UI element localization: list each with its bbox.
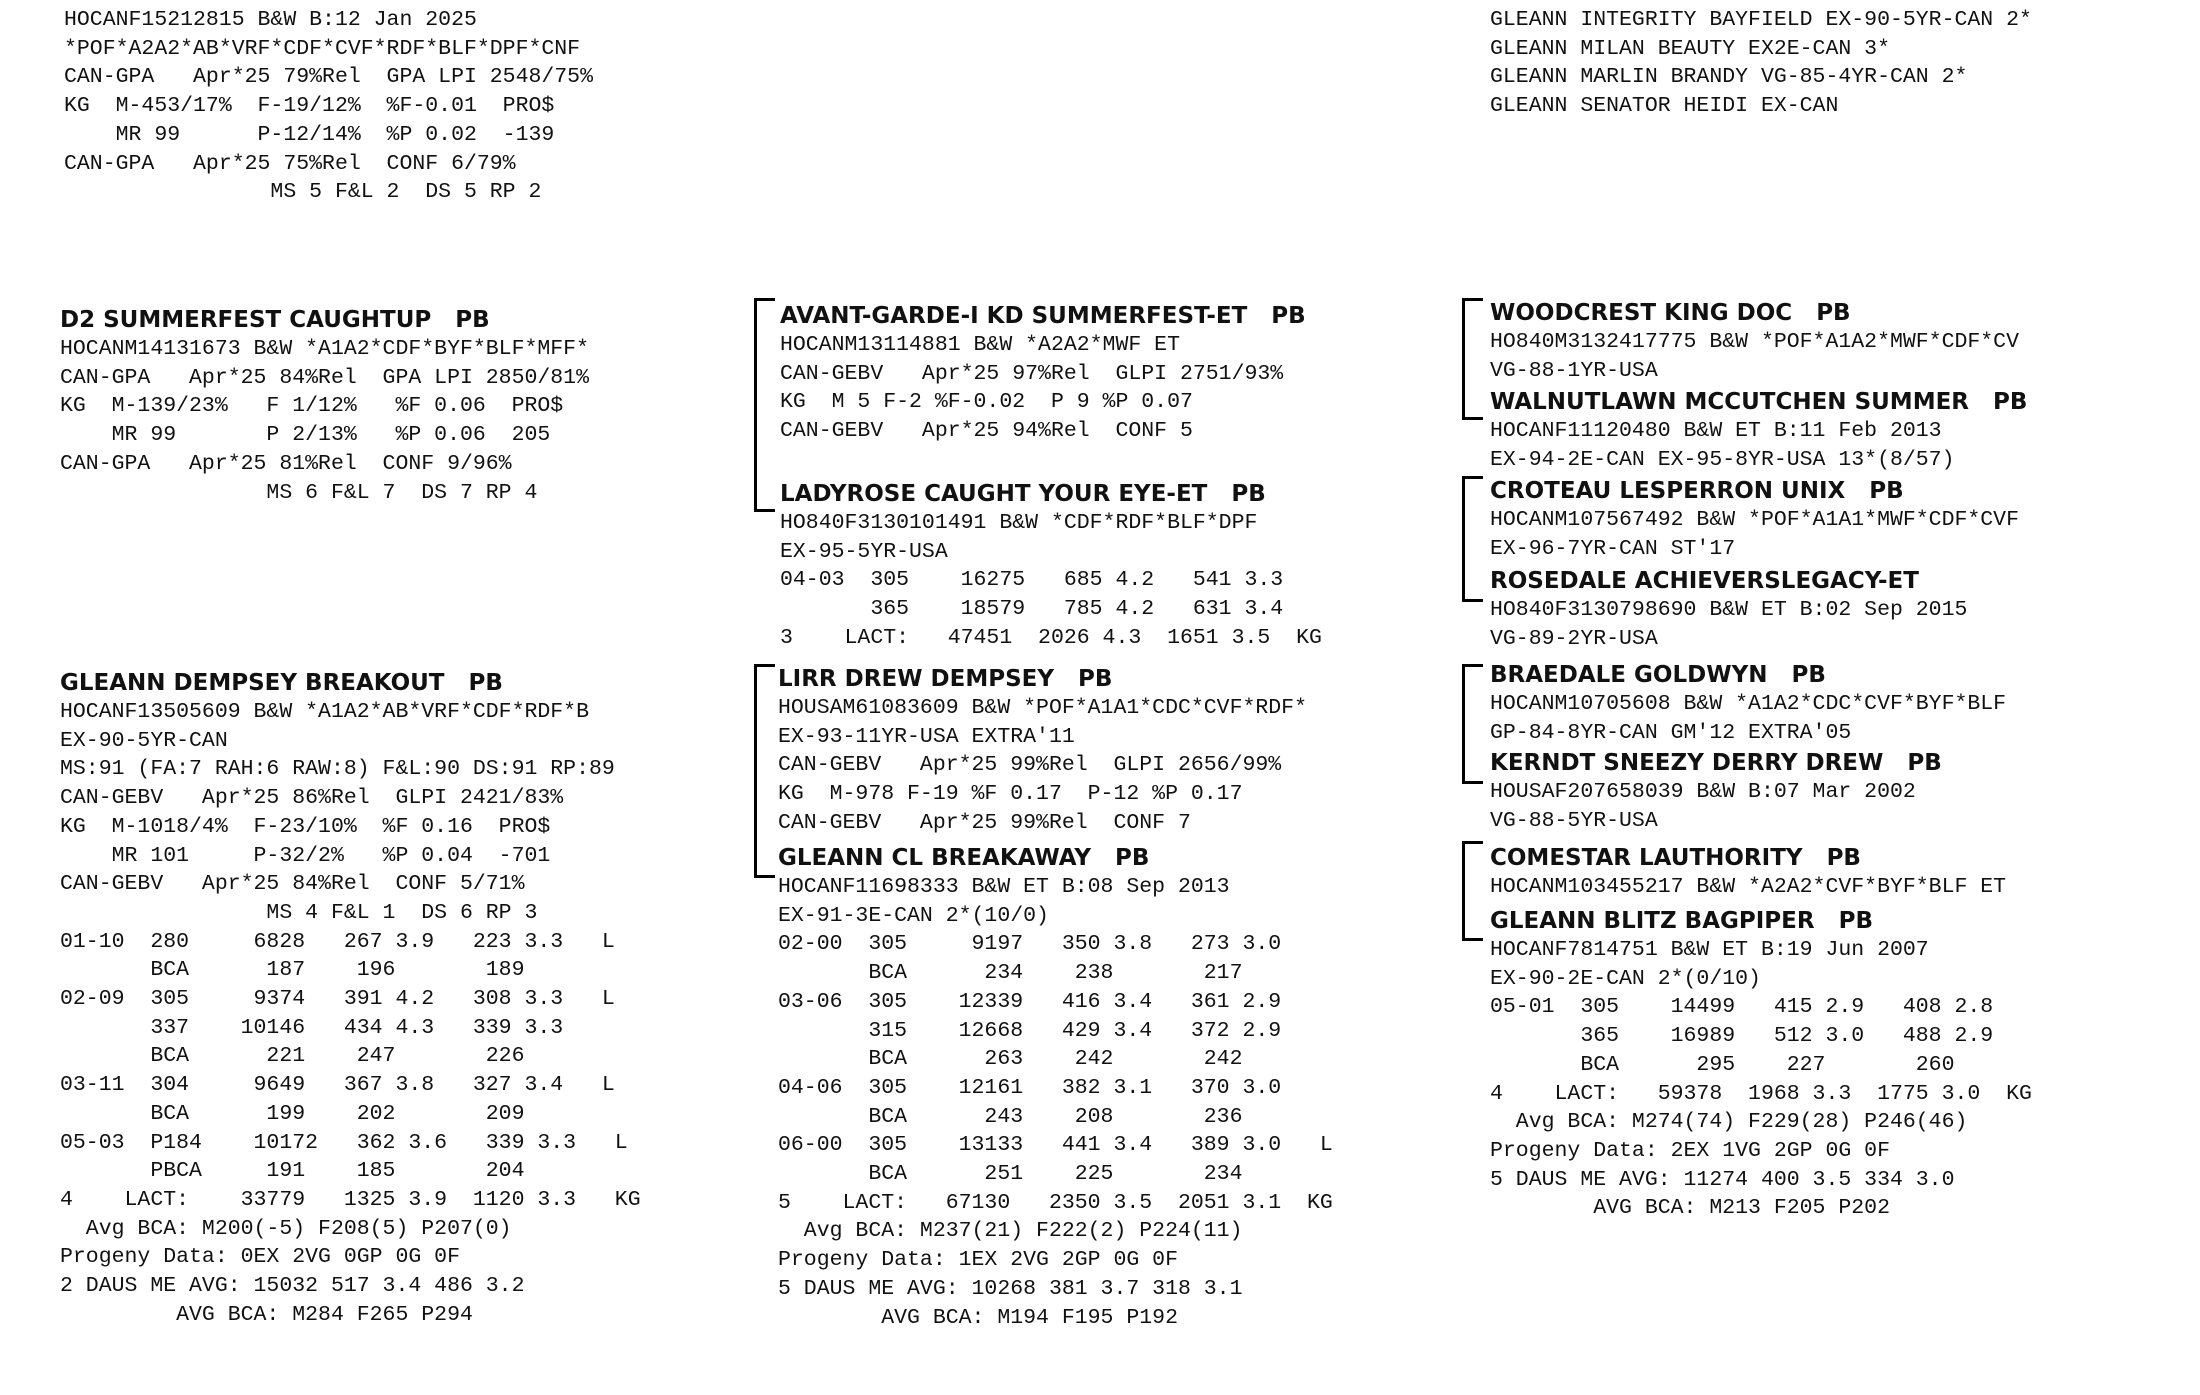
record-line: MS 6 F&L 7 DS 7 RP 4 (60, 480, 538, 505)
record-line: GLEANN MILAN BEAUTY EX2E-CAN 3* (1490, 36, 1890, 61)
record-line: HOCANF15212815 B&W B:12 Jan 2025 (64, 8, 477, 32)
record-line: BCA 243 208 236 (778, 1104, 1243, 1129)
record-line: 05-01 305 14499 415 2.9 408 2.8 (1490, 995, 1994, 1020)
animal-name: LADYROSE CAUGHT YOUR EYE-ET PB (780, 481, 1266, 507)
record-line: HO840F3130798690 B&W ET B:02 Sep 2015 (1490, 598, 1968, 622)
ss-parents-bracket (1462, 298, 1483, 420)
record-line: KG M 5 F-2 %F-0.02 P 9 %P 0.07 (780, 390, 1193, 415)
record-line: BCA 187 196 189 (60, 958, 525, 983)
record-line: PBCA 191 185 204 (60, 1159, 525, 1184)
ds-dam-entry (1490, 748, 1942, 835)
top-left-record (64, 6, 593, 207)
record-line: 02-09 305 9374 391 4.2 308 3.3 L (60, 987, 615, 1012)
record-line: 4 LACT: 59378 1968 3.3 1775 3.0 KG (1490, 1081, 2032, 1106)
record-line: MR 99 P-12/14% %P 0.02 -139 (64, 122, 555, 147)
record-line: Progeny Data: 2EX 1VG 2GP 0G 0F (1490, 1138, 1890, 1163)
record-line: 04-03 305 16275 685 4.2 541 3.3 (780, 568, 1284, 593)
record-line: CAN-GPA Apr*25 81%Rel CONF 9/96% (60, 451, 512, 476)
record-line: MS 5 F&L 2 DS 5 RP 2 (64, 180, 542, 205)
sd-dam-entry (1490, 566, 1967, 653)
record-line: MR 101 P-32/2% %P 0.04 -701 (60, 843, 551, 868)
record-line: CAN-GPA Apr*25 79%Rel GPA LPI 2548/75% (64, 65, 593, 90)
record-line: 01-10 280 6828 267 3.9 223 3.3 L (60, 929, 615, 954)
record-line: 5 LACT: 67130 2350 3.5 2051 3.1 KG (778, 1190, 1333, 1215)
ss-sire-entry (1490, 298, 2019, 385)
record-line: EX-91-3E-CAN 2*(10/0) (778, 903, 1049, 928)
animal-name: GLEANN DEMPSEY BREAKOUT PB (60, 670, 503, 696)
record-line: VG-88-1YR-USA (1490, 358, 1658, 383)
record-line: Progeny Data: 1EX 2VG 2GP 0G 0F (778, 1248, 1178, 1273)
record-line: EX-94-2E-CAN EX-95-8YR-USA 13*(8/57) (1490, 447, 1955, 472)
record-line: AVG BCA: M194 F195 P192 (778, 1305, 1178, 1330)
record-line: CAN-GEBV Apr*25 84%Rel CONF 5/71% (60, 872, 525, 897)
record-line: EX-90-5YR-CAN (60, 728, 228, 753)
dam-parents-bracket (754, 664, 775, 878)
animal-name: WOODCREST KING DOC PB (1490, 300, 1851, 326)
record-line: CAN-GEBV Apr*25 94%Rel CONF 5 (780, 419, 1193, 444)
sire-entry (60, 305, 589, 507)
dam-sire-entry (778, 664, 1307, 838)
record-line: VG-88-5YR-USA (1490, 808, 1658, 833)
record-line: HO840F3130101491 B&W *CDF*RDF*BLF*DPF (780, 511, 1258, 535)
record-line: BCA 234 238 217 (778, 961, 1243, 986)
record-line: 05-03 P184 10172 362 3.6 339 3.3 L (60, 1130, 628, 1155)
record-line: GLEANN MARLIN BRANDY VG-85-4YR-CAN 2* (1490, 65, 1968, 90)
record-line: HOCANF13505609 B&W *A1A2*AB*VRF*CDF*RDF*B (60, 700, 589, 724)
dam-dam-entry (778, 843, 1333, 1332)
record-line: HOCANM13114881 B&W *A2A2*MWF ET (780, 333, 1180, 357)
record-line: GLEANN INTEGRITY BAYFIELD EX-90-5YR-CAN 2* (1490, 8, 2032, 32)
record-line: BCA 251 225 234 (778, 1162, 1243, 1187)
animal-name: GLEANN BLITZ BAGPIPER PB (1490, 908, 1873, 934)
record-line: 365 18579 785 4.2 631 3.4 (780, 597, 1284, 622)
record-line: BCA 221 247 226 (60, 1044, 525, 1069)
dam-entry (60, 668, 641, 1329)
record-line: HOUSAM61083609 B&W *POF*A1A1*CDC*CVF*RDF* (778, 696, 1307, 720)
animal-name: GLEANN CL BREAKAWAY PB (778, 845, 1150, 871)
ds-parents-bracket (1462, 664, 1483, 784)
record-line: HOCANM103455217 B&W *A2A2*CVF*BYF*BLF ET (1490, 875, 2007, 899)
record-line: CAN-GPA Apr*25 84%Rel GPA LPI 2850/81% (60, 365, 589, 390)
record-line: CAN-GEBV Apr*25 99%Rel GLPI 2656/99% (778, 753, 1282, 778)
animal-name: BRAEDALE GOLDWYN PB (1490, 662, 1826, 688)
record-line: AVG BCA: M213 F205 P202 (1490, 1196, 1890, 1221)
animal-name: WALNUTLAWN MCCUTCHEN SUMMER PB (1490, 389, 2028, 415)
record-line: 02-00 305 9197 350 3.8 273 3.0 (778, 932, 1282, 957)
animal-name: CROTEAU LESPERRON UNIX PB (1490, 478, 1904, 504)
record-line: MS:91 (FA:7 RAH:6 RAW:8) F&L:90 DS:91 RP:89 (60, 757, 615, 782)
animal-name: D2 SUMMERFEST CAUGHTUP PB (60, 307, 490, 333)
animal-name: ROSEDALE ACHIEVERSLEGACY-ET (1490, 568, 1919, 594)
record-line: 03-11 304 9649 367 3.8 327 3.4 L (60, 1073, 615, 1098)
record-line: CAN-GPA Apr*25 75%Rel CONF 6/79% (64, 151, 516, 176)
record-line: Avg BCA: M237(21) F222(2) P224(11) (778, 1219, 1243, 1244)
record-line: EX-95-5YR-USA (780, 539, 948, 564)
dd-parents-bracket (1462, 841, 1483, 941)
record-line: BCA 295 227 260 (1490, 1052, 1955, 1077)
sd-sire-entry (1490, 476, 2019, 563)
sire-parents-bracket (754, 298, 775, 512)
record-line: CAN-GEBV Apr*25 99%Rel CONF 7 (778, 810, 1191, 835)
record-line: 315 12668 429 3.4 372 2.9 (778, 1018, 1282, 1043)
record-line: 04-06 305 12161 382 3.1 370 3.0 (778, 1075, 1282, 1100)
record-line: 3 LACT: 47451 2026 4.3 1651 3.5 KG (780, 625, 1322, 650)
record-line: BCA 199 202 209 (60, 1101, 525, 1126)
record-line: HO840M3132417775 B&W *POF*A1A2*MWF*CDF*CV (1490, 330, 2019, 354)
record-line: HOCANM14131673 B&W *A1A2*CDF*BYF*BLF*MFF* (60, 337, 589, 361)
sire-sire-entry (780, 301, 1306, 446)
record-line: *POF*A2A2*AB*VRF*CDF*CVF*RDF*BLF*DPF*CNF (64, 36, 581, 61)
record-line: 337 10146 434 4.3 339 3.3 (60, 1015, 564, 1040)
record-line: Avg BCA: M274(74) F229(28) P246(46) (1490, 1110, 1968, 1135)
record-line: 06-00 305 13133 441 3.4 389 3.0 L (778, 1133, 1333, 1158)
animal-name: KERNDT SNEEZY DERRY DREW PB (1490, 750, 1942, 776)
record-line: VG-89-2YR-USA (1490, 626, 1658, 651)
record-line: HOCANM10705608 B&W *A1A2*CDC*CVF*BYF*BLF (1490, 692, 2007, 716)
record-line: EX-93-11YR-USA EXTRA'11 (778, 724, 1075, 749)
animal-name: LIRR DREW DEMPSEY PB (778, 666, 1113, 692)
record-line: GLEANN SENATOR HEIDI EX-CAN (1490, 94, 1839, 119)
record-line: MR 99 P 2/13% %P 0.06 205 (60, 423, 551, 448)
record-line: 5 DAUS ME AVG: 10268 381 3.7 318 3.1 (778, 1276, 1243, 1301)
record-line: HOUSAF207658039 B&W B:07 Mar 2002 (1490, 780, 1916, 804)
record-line: HOCANF11698333 B&W ET B:08 Sep 2013 (778, 875, 1230, 899)
record-line: KG M-978 F-19 %F 0.17 P-12 %P 0.17 (778, 782, 1243, 807)
record-line: 4 LACT: 33779 1325 3.9 1120 3.3 KG (60, 1187, 641, 1212)
record-line: EX-90-2E-CAN 2*(0/10) (1490, 966, 1761, 991)
record-line: 5 DAUS ME AVG: 11274 400 3.5 334 3.0 (1490, 1167, 1955, 1192)
record-line: AVG BCA: M284 F265 P294 (60, 1302, 473, 1327)
record-line: 03-06 305 12339 416 3.4 361 2.9 (778, 989, 1282, 1014)
record-line: Avg BCA: M200(-5) F208(5) P207(0) (60, 1216, 512, 1241)
record-line: Progeny Data: 0EX 2VG 0GP 0G 0F (60, 1245, 460, 1270)
sire-dam-entry (780, 479, 1322, 653)
record-line: HOCANM107567492 B&W *POF*A1A1*MWF*CDF*CVF (1490, 508, 2019, 532)
dd-dam-entry (1490, 906, 2032, 1223)
dd-sire-entry (1490, 843, 2006, 902)
record-line: 365 16989 512 3.0 488 2.9 (1490, 1024, 1994, 1049)
ds-sire-entry (1490, 660, 2006, 747)
record-line: GP-84-8YR-CAN GM'12 EXTRA'05 (1490, 720, 1852, 745)
record-line: KG M-139/23% F 1/12% %F 0.06 PRO$ (60, 394, 564, 419)
ss-dam-entry (1490, 387, 2027, 474)
record-line: KG M-1018/4% F-23/10% %F 0.16 PRO$ (60, 814, 551, 839)
record-line: CAN-GEBV Apr*25 86%Rel GLPI 2421/83% (60, 786, 564, 811)
record-line: HOCANF7814751 B&W ET B:19 Jun 2007 (1490, 938, 1929, 962)
record-line: HOCANF11120480 B&W ET B:11 Feb 2013 (1490, 419, 1942, 443)
sd-parents-bracket (1462, 476, 1483, 602)
record-line: EX-96-7YR-CAN ST'17 (1490, 536, 1736, 561)
animal-name: COMESTAR LAUTHORITY PB (1490, 845, 1861, 871)
record-line: BCA 263 242 242 (778, 1047, 1243, 1072)
record-line: 2 DAUS ME AVG: 15032 517 3.4 486 3.2 (60, 1274, 525, 1299)
record-line: MS 4 F&L 1 DS 6 RP 3 (60, 900, 538, 925)
record-line: CAN-GEBV Apr*25 97%Rel GLPI 2751/93% (780, 361, 1284, 386)
top-right-ancestors (1490, 6, 2032, 121)
animal-name: AVANT-GARDE-I KD SUMMERFEST-ET PB (780, 303, 1306, 329)
record-line: KG M-453/17% F-19/12% %F-0.01 PRO$ (64, 94, 555, 119)
